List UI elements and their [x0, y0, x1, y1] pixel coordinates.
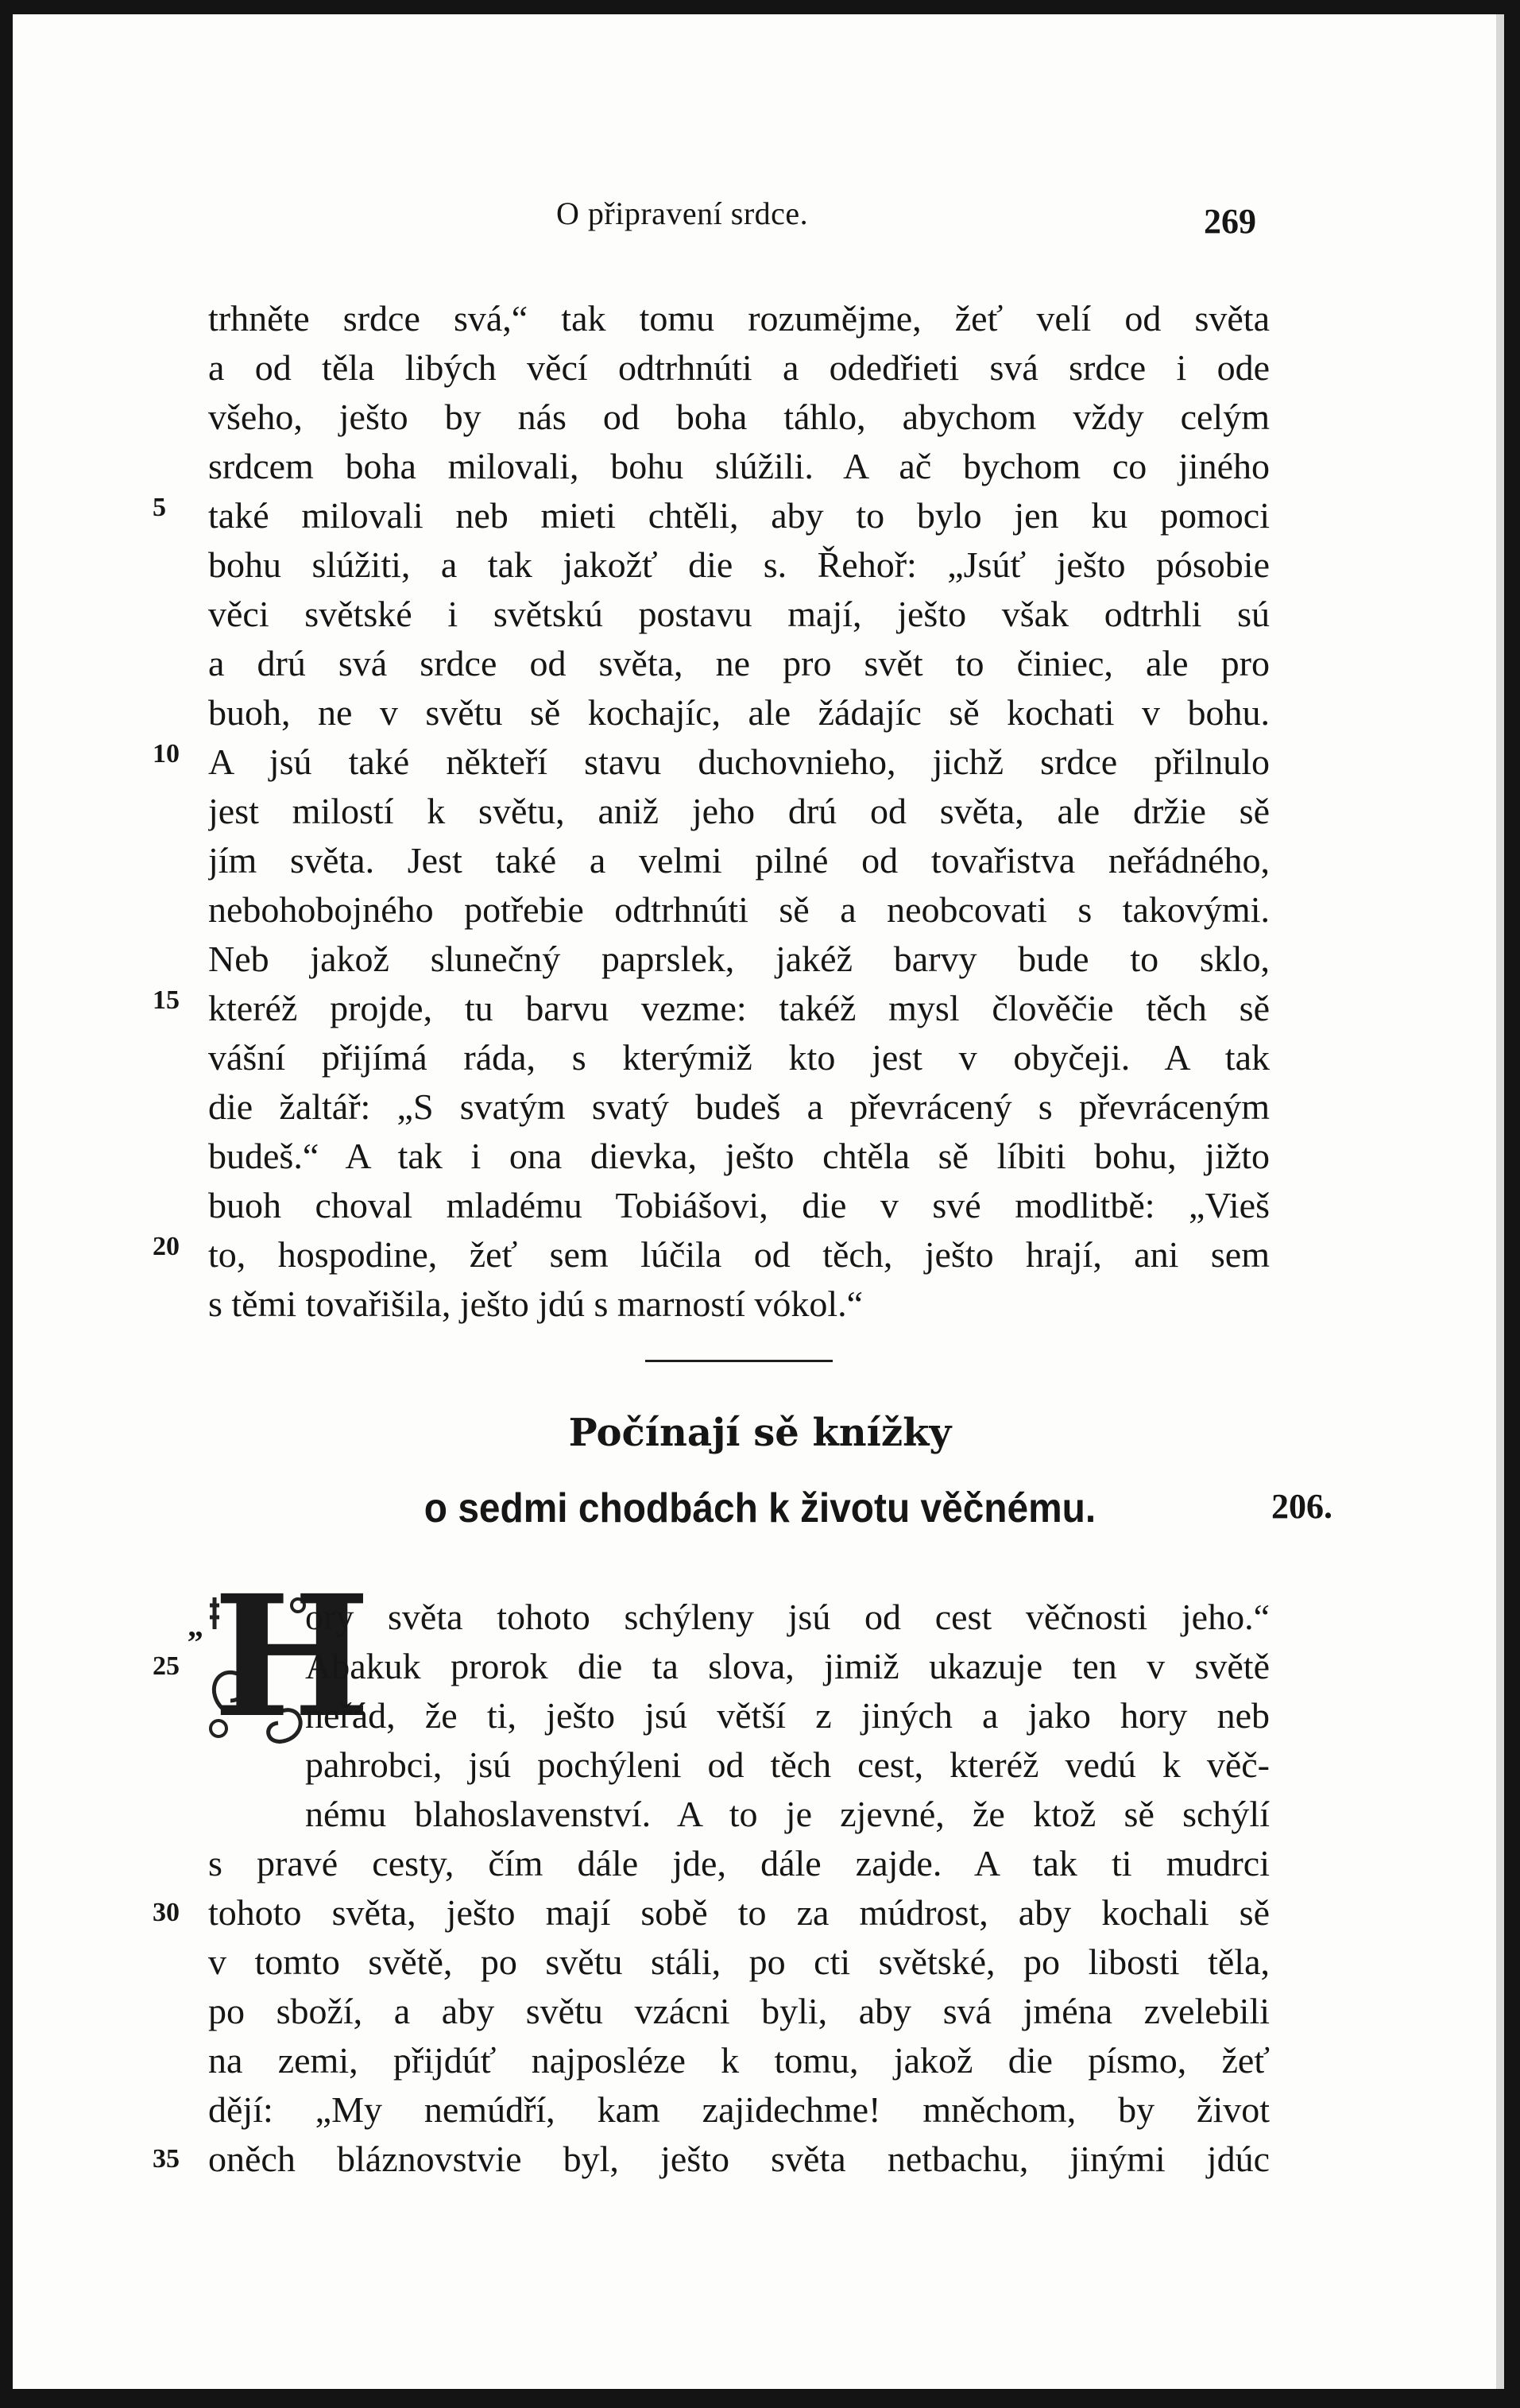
text-line: také milovali neb mieti chtěli, aby to bylo jen ku pomoci [208, 495, 1270, 536]
text-line: vášní přijímá ráda, s kterýmiž kto jest v obyčeji. A tak [208, 1037, 1270, 1078]
text-line: kteréž projde, tu barvu vezme: takéž mysl člověčie těch sě [208, 988, 1270, 1028]
text-line: srdcem boha milovali, bohu slúžili. A ač bychom co jiného [208, 446, 1270, 486]
text-line: věci světské i světskú postavu mají, ješto však odtrhli sú [208, 594, 1270, 634]
text-line: s pravé cesty, čím dále jde, dále zajde. A tak ti mudrci [208, 1843, 1270, 1883]
section-heading-line-2: o sedmi chodbách k životu věčnému. [424, 1485, 1096, 1531]
initial-letter: H [213, 1558, 371, 1755]
text-line: A jsú také někteří stavu duchovnieho, jichž srdce přilnulo [208, 741, 1270, 782]
text-line: oněch bláznovstvie byl, ješto světa netbachu, jinými jdúc [208, 2139, 1270, 2179]
text-line: na zemi, přijdúť najposléze k tomu, jakož die písmo, žeť [208, 2040, 1270, 2081]
text-line: dějí: „My nemúdří, kam zajidechme! mněchom, by život [208, 2089, 1270, 2130]
text-line: tohoto světa, ješto mají sobě to za múdrost, aby kochali sě [208, 1892, 1270, 1933]
running-title: O připravení srdce. [556, 196, 809, 231]
text-line: a od těla libých věcí odtrhnúti a odedřieti svá srdce i ode [208, 347, 1270, 388]
text-line: to, hospodine, žeť sem lúčila od těch, ješto hrají, ani sem [208, 1234, 1270, 1275]
line-number: 10 [153, 739, 180, 768]
text-line: Abakuk prorok die ta slova, jimiž ukazuje ten v světě [305, 1646, 1270, 1686]
text-line: a drú svá srdce od světa, ne pro svět to činiec, ale pro [208, 643, 1270, 683]
text-line: jím světa. Jest také a velmi pilné od tovařistva neřádného, [208, 840, 1270, 881]
scan-border-top [0, 0, 1520, 14]
text-line: pahrobci, jsú pochýleni od těch cest, kteréž vedú k věč- [305, 1744, 1270, 1785]
page-number: 269 [1204, 202, 1256, 241]
section-number: 206. [1271, 1487, 1332, 1526]
text-line: nebohobojného potřebie odtrhnúti sě a neobcovati s takovými. [208, 889, 1270, 930]
text-line: nému blahoslavenství. A to je zjevné, že ktož sě schýlí [305, 1794, 1270, 1834]
paragraph-2 [208, 1593, 1270, 2184]
text-line: bohu slúžiti, a tak jakožť die s. Řehoř: „Jsúť ješto pósobie [208, 544, 1270, 585]
opening-quote: „ [188, 1608, 203, 1643]
scan-border-bottom [0, 2389, 1520, 2408]
running-head [0, 195, 1520, 242]
section-divider [645, 1360, 833, 1362]
text-line: ory světa tohoto schýleny jsú od cest věčnosti jeho.“ [305, 1597, 1270, 1637]
line-number: 30 [153, 1898, 180, 1927]
scan-border-right [1504, 0, 1520, 2408]
text-line: všeho, ješto by nás od boha táhlo, abychom vždy celým [208, 397, 1270, 437]
text-line: die žaltář: „S svatým svatý budeš a převrácený s převráceným [208, 1086, 1270, 1127]
page-edge-shadow [1496, 14, 1504, 2389]
text-line: buoh choval mladému Tobiášovi, die v své modlitbě: „Vieš [208, 1185, 1270, 1225]
line-number: 35 [153, 2144, 180, 2174]
text-line: v tomto světě, po světu stáli, po cti světské, po libosti těla, [208, 1941, 1270, 1982]
text-line: neřád, že ti, ješto jsú větší z jiných a jako hory neb [305, 1695, 1270, 1736]
text-line: trhněte srdce svá,“ tak tomu rozumějme, žeť velí od světa [208, 298, 1270, 339]
line-number: 15 [153, 985, 180, 1015]
section-heading-line-1: Počínají sě knížky [568, 1411, 952, 1455]
text-line: po sboží, a aby světu vzácni byli, aby svá jména zvelebili [208, 1991, 1270, 2031]
scan-border-left [0, 0, 13, 2408]
paragraph-1 [208, 294, 1270, 1329]
text-line: budeš.“ A tak i ona dievka, ješto chtěla sě líbiti bohu, jižto [208, 1136, 1270, 1176]
line-number: 20 [153, 1232, 180, 1261]
line-number: 5 [153, 493, 166, 522]
text-line: buoh, ne v světu sě kochajíc, ale žádajíc sě kochati v bohu. [208, 692, 1270, 733]
text-line: jest milostí k světu, aniž jeho drú od světa, ale držie sě [208, 791, 1270, 831]
text-line: Neb jakož slunečný paprslek, jakéž barvy bude to sklo, [208, 939, 1270, 979]
line-number: 25 [153, 1651, 180, 1681]
text-line: s těmi tovařišila, ješto jdú s marností vókol.“ [208, 1283, 864, 1324]
